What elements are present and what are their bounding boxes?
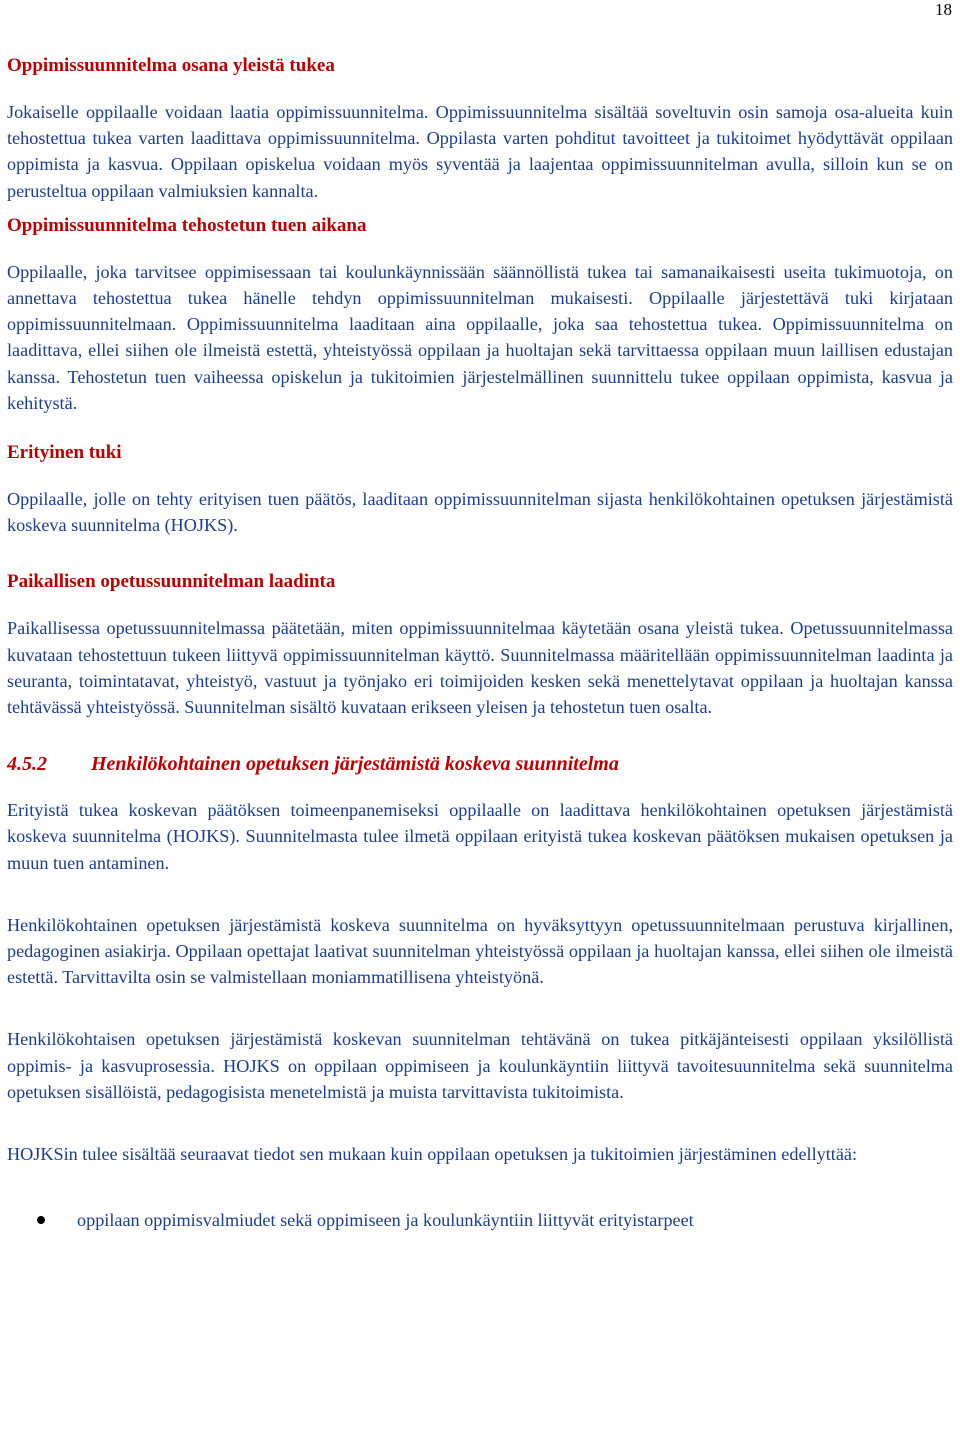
paragraph: Oppilaalle, jolle on tehty erityisen tuen päätös, laaditaan oppimissuunnitelman sijasta henkilökohtainen opetuksen järjestämistä koskeva suunnitelma (HOJKS). [7,489,953,536]
bullet-icon [37,1216,45,1224]
paragraph: Oppilaalle, joka tarvitsee oppimisessaan tai koulunkäynnissään säännöllistä tukea tai samanaikaisesti useita tukimuotoja, on annettava tehostettua tukea hänelle tehdyn oppimissuunnitelman mukaisesti. Oppilaalle järjestettävä tuki kirjataan oppimissuunnitelmaan. Oppimissuunnitelma laaditaan aina oppilaalle, joka saa tehostettua tukea. Oppimissuunnitelma on laadittava, ellei siihen ole ilmeistä estettä, yhteistyössä oppilaan ja huoltajan sekä tarvittaessa oppilaan muun laillisen edustajan kanssa. Tehostetun tuen vaiheessa opiskelun ja tukitoimien järjestelmällinen suunnittelu tukee oppilaan oppimista, kasvua ja kehitystä. [7,261,953,413]
paragraph: HOJKSin tulee sisältää seuraavat tiedot sen mukaan kuin oppilaan opetuksen ja tukitoimien järjestäminen edellyttää: [7,1144,858,1165]
paragraph: Erityistä tukea koskevan päätöksen toimeenpanemiseksi oppilaalle on laadittava henkilökohtainen opetuksen järjestämistä koskeva suunnitelma (HOJKS). Suunnitelmasta tulee ilmetä oppilaan erityistä tukea koskevan päätöksen mukaisen opetuksen ja muun tuen antaminen. [7,800,953,873]
subsection-number: 4.5.2 [7,753,47,776]
page-number: 18 [935,0,952,19]
section-heading-special-support: Erityinen tuki [7,442,122,464]
subsection-heading-hojks [7,750,953,778]
bullet-list [7,1207,953,1233]
section-heading-local-curriculum: Paikallisen opetussuunnitelman laadinta [7,571,336,593]
paragraph: Paikallisessa opetussuunnitelmassa päätetään, miten oppimissuunnitelmaa käytetään osana yleistä tukea. Opetussuunnitelmassa kuvataan tehostettuun tukeen liittyvä oppimissuunnitelman käyttö. Suunnitelmassa määritellään oppimissuunnitelman laadinta ja seuranta, toimintatavat, yhteistyö, vastuut ja työnjako eri toimijoiden kesken sekä menettelytavat oppilaan ja huoltajan kanssa tehtävässä yhteistyössä. Suunnitelman sisältö kuvataan erikseen yleisen ja tehostetun tuen osalta. [7,618,953,718]
document-body [7,52,953,1233]
paragraph: Henkilökohtaisen opetuksen järjestämistä koskevan suunnitelman tehtävänä on tukea pitkäjänteisesti oppilaan yksilöllistä oppimis- ja kasvuprosessia. HOJKS on oppilaan oppimiseen ja koulunkäyntiin liittyvä tavoitesuunnitelma sekä suunnitelma opetuksen sisällöistä, pedagogisista menetelmistä ja muista tarvittavista tukitoimista. [7,1029,953,1102]
section-heading-learning-plan-intensified-support: Oppimissuunnitelma tehostetun tuen aikana [7,214,367,236]
subsection-title: Henkilökohtainen opetuksen järjestämistä koskeva suunnitelma [91,753,619,776]
list-item-text: oppilaan oppimisvalmiudet sekä oppimiseen ja koulunkäyntiin liittyvät erityistarpeet [77,1210,694,1231]
section-heading-learning-plan-general-support: Oppimissuunnitelma osana yleistä tukea [7,55,335,76]
paragraph: Henkilökohtainen opetuksen järjestämistä koskeva suunnitelma on hyväksyttyyn opetussuunnitelmaan perustuva kirjallinen, pedagoginen asiakirja. Oppilaan opettajat laativat suunnitelman yhteistyössä oppilaan ja huoltajan kanssa, ellei siihen ole ilmeistä estettä. Tarvittavilta osin se valmistellaan moniammatillisena yhteistyönä. [7,914,953,988]
list-item [7,1207,953,1233]
paragraph: Jokaiselle oppilaalle voidaan laatia oppimissuunnitelma. Oppimissuunnitelma sisältää soveltuvin osin samoja osa-alueita kuin tehostettua tukea varten laadittava oppimissuunnitelma. Oppilasta varten pohditut tavoitteet ja tukitoimet hyödyttävät oppilaan oppimista ja kasvua. Oppilaan opiskelua voidaan myös syventää ja laajentaa oppimissuunnitelman avulla, silloin kun se on perusteltua oppilaan valmiuksien kannalta. [7,102,953,201]
